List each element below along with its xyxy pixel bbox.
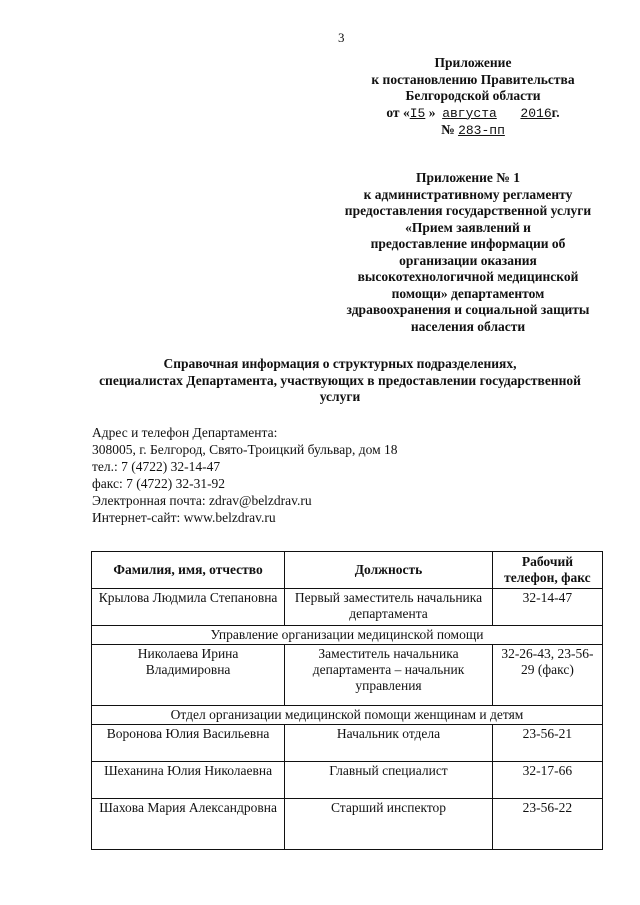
section-title: Отдел организации медицинской помощи женщинам и детям: [92, 706, 603, 725]
fax: факс: 7 (4722) 32-31-92: [92, 476, 226, 491]
column-header: Должность: [285, 552, 493, 589]
approval-number: № 283-пп: [441, 122, 505, 138]
phone-cell: 32-26-43, 23-56-29 (факс): [492, 645, 602, 706]
table-row: [92, 799, 603, 850]
position-cell: Заместитель начальника департамента – начальник управления: [285, 645, 493, 706]
approval-title: Приложение: [434, 55, 512, 70]
position-cell: Главный специалист: [285, 762, 493, 799]
table-row: [92, 725, 603, 762]
annex-line: к административному регламенту: [363, 186, 573, 202]
page-number: 3: [338, 30, 345, 45]
name-cell: Шахова Мария Александровна: [92, 799, 285, 850]
annex-title: Приложение № 1: [416, 170, 520, 185]
phone: тел.: 7 (4722) 32-14-47: [92, 459, 221, 474]
position-cell: Старший инспектор: [285, 799, 493, 850]
name-cell: Крылова Людмила Степановна: [92, 589, 285, 626]
contacts-title: Адрес и телефон Департамента:: [92, 425, 278, 440]
approval-block: [343, 55, 603, 140]
name-cell: Николаева Ирина Владимировна: [92, 645, 285, 706]
annex-line: населения области: [410, 318, 526, 334]
table-row: [92, 762, 603, 799]
approval-line: Белгородской области: [405, 88, 541, 103]
section-title: Управление организации медицинской помощи: [92, 626, 603, 645]
email: Электронная почта: zdrav@belzdrav.ru: [92, 493, 312, 508]
name-cell: Шеханина Юлия Николаевна: [92, 762, 285, 799]
section-row: [92, 706, 603, 725]
annex-block: [322, 170, 614, 335]
date-month: августа: [442, 105, 497, 121]
approval-date: от «I5 » августа 2016г.: [386, 104, 560, 121]
annex-line: здравоохранения и социальной защиты: [346, 302, 590, 317]
annex-line: помощи» департаментом: [391, 285, 545, 301]
phone-cell: 23-56-21: [492, 725, 602, 762]
column-header: Рабочий телефон, факс: [492, 552, 602, 589]
annex-line: предоставления государственной услуги: [344, 203, 592, 218]
annex-line: предоставление информации об: [370, 236, 566, 251]
staff-table: [91, 551, 603, 850]
position-cell: Первый заместитель начальника департамента: [285, 589, 493, 626]
contacts-block: [92, 424, 572, 526]
table-row: [92, 589, 603, 626]
table-row: [92, 645, 603, 706]
website: Интернет-сайт: www.belzdrav.ru: [92, 510, 276, 525]
resolution-number: 283-пп: [458, 123, 505, 138]
column-header: Фамилия, имя, отчество: [92, 552, 285, 589]
document-heading: Справочная информация о структурных подразделениях, специалистах Департамента, участвующих в предоставлении государственной услуги: [99, 356, 581, 404]
annex-line: организации оказания: [399, 252, 537, 268]
phone-cell: 32-14-47: [492, 589, 602, 626]
position-cell: Начальник отдела: [285, 725, 493, 762]
phone-cell: 23-56-22: [492, 799, 602, 850]
date-year: 2016: [520, 105, 552, 121]
approval-line: к постановлению Правительства: [371, 71, 575, 87]
table-header-row: [92, 552, 603, 589]
annex-line: «Прием заявлений и: [405, 219, 531, 235]
annex-line: высокотехнологичной медицинской: [357, 269, 579, 284]
phone-cell: 32-17-66: [492, 762, 602, 799]
address: 308005, г. Белгород, Свято-Троицкий бульвар, дом 18: [92, 442, 398, 457]
date-day: I5: [409, 105, 426, 121]
section-row: [92, 626, 603, 645]
name-cell: Воронова Юлия Васильевна: [92, 725, 285, 762]
